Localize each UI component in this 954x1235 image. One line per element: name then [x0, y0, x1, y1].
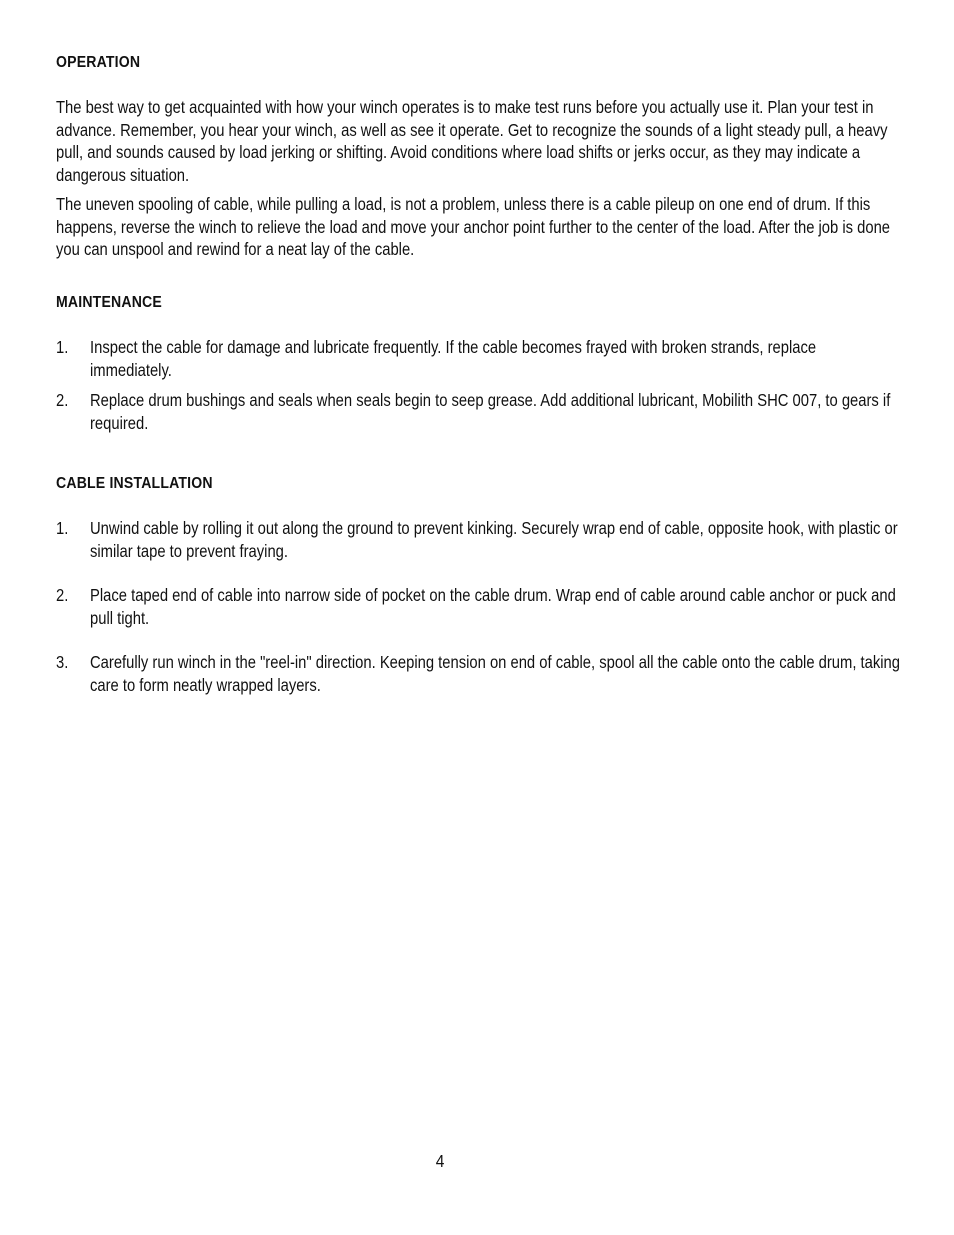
list-number: 2.	[56, 390, 69, 410]
cable-installation-heading: CABLE INSTALLATION	[56, 475, 213, 492]
operation-paragraph-1: The best way to get acquainted with how your winch operates is to make test runs before you actually use it. Plan your test in advance. Remember, you hear your winch, as well as see it operate. Get to recognize the sounds of a light steady pull, a heavy pull, and sounds caused by load jerking or shifting. Avoid conditions where load shifts or jerks occur, as they may indicate a dangerous situation.	[56, 97, 888, 185]
cable-installation-list-item	[56, 517, 901, 562]
maintenance-heading: MAINTENANCE	[56, 294, 162, 311]
cable-installation-list-item	[56, 651, 901, 696]
maintenance-list-item	[56, 389, 901, 434]
operation-paragraph-2: The uneven spooling of cable, while pulling a load, is not a problem, unless there is a cable pileup on one end of drum. If this happens, reverse the winch to relieve the load and move your anchor point further to the center of the load. After the job is done you can unspool and rewind for a neat lay of the cable.	[56, 194, 891, 259]
operation-heading: OPERATION	[56, 54, 141, 71]
maintenance-list-item	[56, 336, 901, 381]
list-item-text: Carefully run winch in the "reel-in" direction. Keeping tension on end of cable, spool all the cable onto the cable drum, taking care to form neatly wrapped layers.	[90, 652, 900, 695]
list-item-text: Replace drum bushings and seals when seals begin to seep grease. Add additional lubricant, Mobilith SHC 007, to gears if required.	[90, 390, 891, 433]
cable-installation-list-item	[56, 584, 901, 629]
list-number: 2.	[56, 585, 69, 605]
list-item-text: Unwind cable by rolling it out along the ground to prevent kinking. Securely wrap end of cable, opposite hook, with plastic or similar tape to prevent fraying.	[90, 518, 898, 561]
list-item-text: Place taped end of cable into narrow side of pocket on the cable drum. Wrap end of cable around cable anchor or puck and pull tight.	[90, 585, 896, 628]
cable-installation-section	[56, 471, 901, 696]
operation-section	[56, 50, 901, 261]
list-number: 1.	[56, 518, 69, 538]
list-item-text: Inspect the cable for damage and lubricate frequently. If the cable becomes frayed with broken strands, replace immediately.	[90, 337, 817, 380]
list-number: 1.	[56, 337, 69, 357]
list-number: 3.	[56, 652, 69, 672]
page-number: 4	[435, 1151, 445, 1171]
maintenance-section	[56, 290, 901, 434]
